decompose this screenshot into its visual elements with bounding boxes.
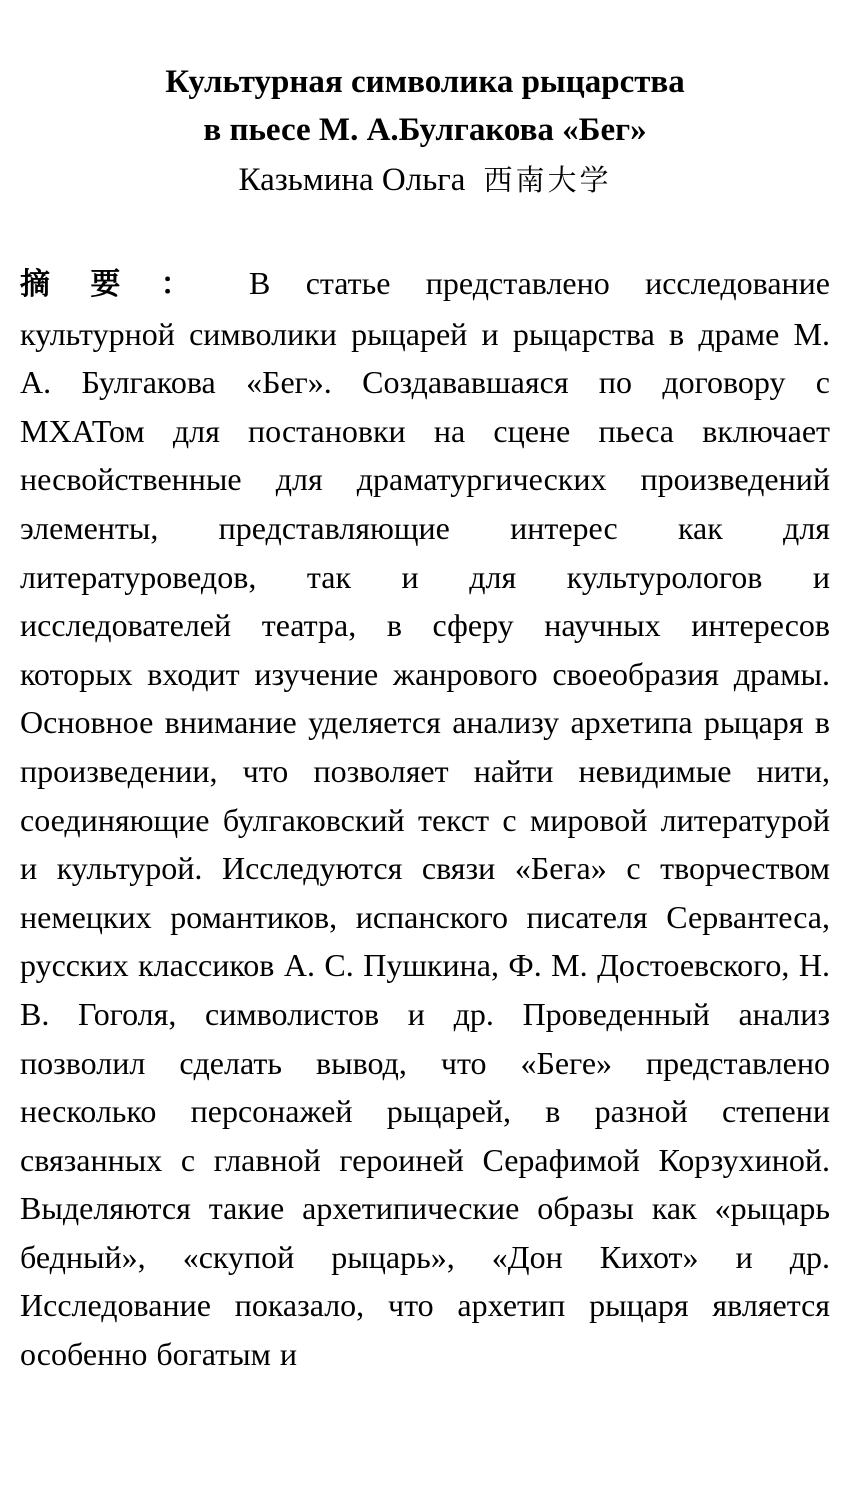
paper-header [0,58,850,206]
abstract-label: 摘要： [20,267,232,302]
author-name: Казьмина Ольга [238,162,466,198]
author-line [0,154,850,206]
abstract-text: В статье представлено исследование культурной символики рыцарей и рыцарства в драме М. А. Булгакова «Бег». Создававшаяся по договору с МХАТом для постановки на сцене пьеса включает несвойственные для драматургических произведений элементы, представляющие интерес как для литературоведов, так и для культурологов и исследователей театра, в сферу научных интересов которых входит изучение жанрового своеобразия драмы. Основное внимание уделяется анализу архетипа рыцаря в произведении, что позволяет найти невидимые нити, соединяющие булгаковский текст с мировой литературой и культурой. Исследуются связи «Бега» с творчеством немецких романтиков, испанского писателя Сервантеса, русских классиков А. С. Пушкина, Ф. М. Достоевского, Н. В. Гоголя, символистов и др. Проведенный анализ позволил сделать вывод, что «Беге» представлено несколько персонажей рыцарей, в разной степени связанных с главной героиней Серафимой Корзухиной. Выделяются такие архетипические образы как «рыцарь бедный», «скупой рыцарь», «Дон Кихот» и др. Исследование показало, что архетип рыцаря является особенно богатым и [20,265,830,1373]
abstract-paragraph [20,259,830,1379]
paper-title-line-2: в пьесе М. А.Булгакова «Бег» [203,112,647,148]
author-affiliation: 西南大学 [483,163,612,197]
paper-title-line-1: Культурная символика рыцарства [165,64,685,100]
